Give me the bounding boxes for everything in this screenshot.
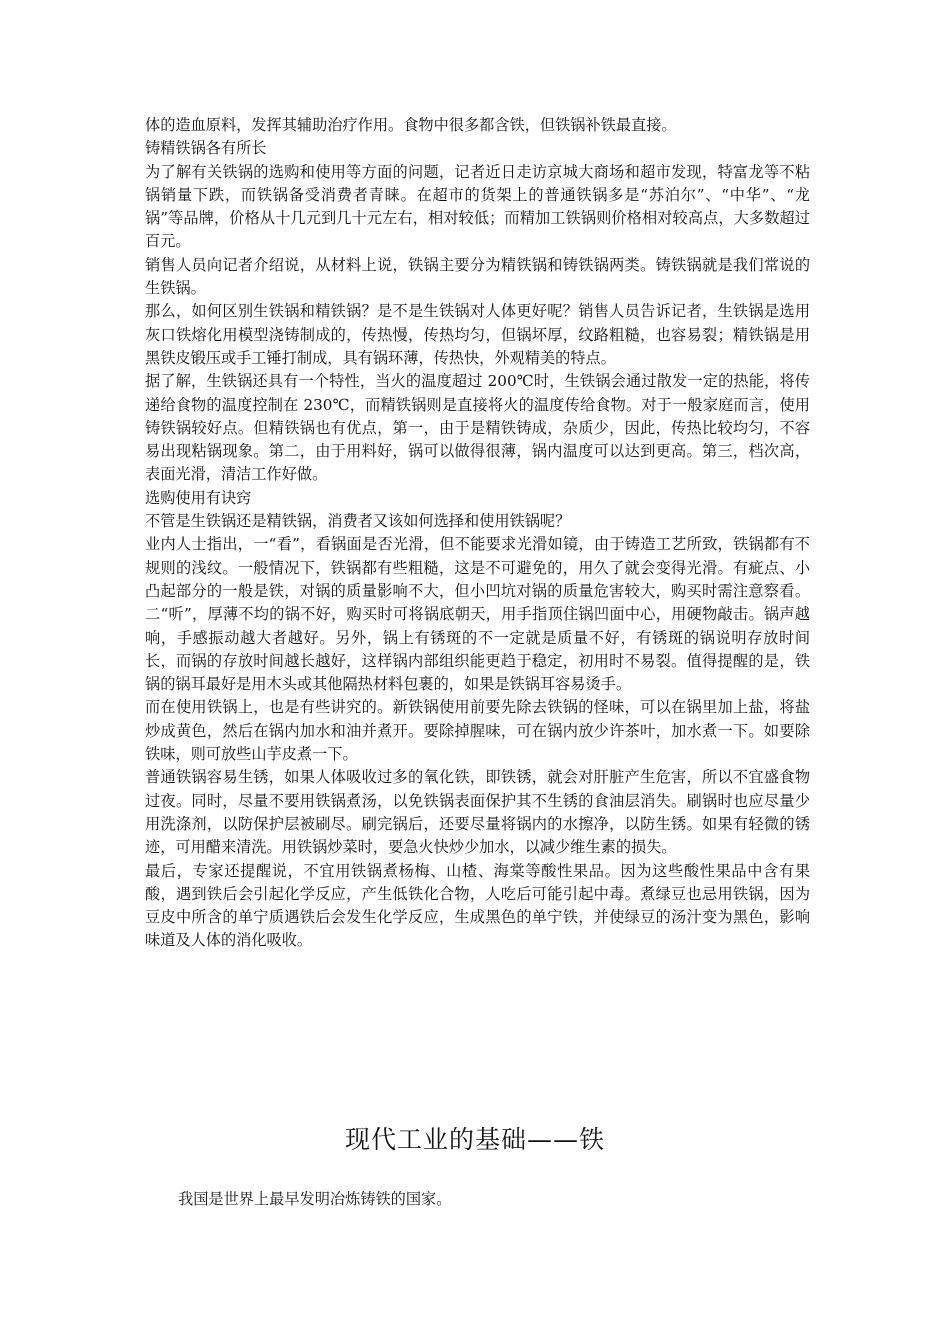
article-body bbox=[145, 114, 810, 953]
paragraph-usage: 而在使用铁锅上，也是有些讲究的。新铁锅使用前要先除去铁锅的怪味，可以在锅里加上盐，将盐炒成黄色，然后在锅内加水和油并煮开。要除掉腥味，可在锅内放少许茶叶，加水煮一下。如要除铁味，则可放些山芋皮煮一下。 bbox=[145, 698, 810, 764]
paragraph-intro: 体的造血原料，发挥其辅助治疗作用。食物中很多都含铁，但铁锅补铁最直接。 bbox=[145, 116, 677, 134]
subheading-cast-vs-refined: 铸精铁锅各有所长 bbox=[145, 139, 267, 158]
subheading-buying-tips: 选购使用有诀窍 bbox=[145, 488, 252, 507]
section-lead-paragraph: 我国是世界上最早发明冶炼铸铁的国家。 bbox=[178, 1190, 452, 1208]
paragraph-look-listen: 业内人士指出，一“看”，看锅面是否光滑，但不能要求光滑如镜，由于铸造工艺所致，铁锅都有不规则的浅纹。一般情况下，铁锅都有些粗糙，这是不可避免的，用久了就会变得光滑。有疵点、小凸起部分的一般是铁，对锅的质量影响不大，但小凹坑对锅的质量危害较大，购买时需注意察看。二“听”，厚薄不均的锅不好，购买时可将锅底朝天，用手指顶住锅凹面中心，用硬物敲击。锅声越响，手感振动越大者越好。另外，锅上有锈斑的不一定就是质量不好，有锈斑的锅说明存放时间长，而锅的存放时间越长越好，这样锅内部组织能更趋于稳定，初用时不易裂。值得提醒的是，铁锅的锅耳最好是用木头或其他隔热材料包裹的，如果是铁锅耳容易烫手。 bbox=[145, 535, 810, 694]
paragraph-properties: 据了解，生铁锅还具有一个特性，当火的温度超过 200℃时，生铁锅会通过散发一定的热能，将传递给食物的温度控制在 230℃，而精铁锅则是直接将火的温度传给食物。对于一般家庭而言，使用铸铁锅较好点。但精铁锅也有优点，第一，由于是精铁铸成，杂质少，因此，传热比较均匀，不容易出现粘锅现象。第二，由于用料好，锅可以做得很薄，锅内温度可以达到更高。第三，档次高，表面光滑，清洁工作好做。 bbox=[145, 372, 810, 484]
paragraph-market: 为了解有关铁锅的选购和使用等方面的问题，记者近日走访京城大商场和超市发现，特富龙等不粘锅销量下跌，而铁锅备受消费者青睐。在超市的货架上的普通铁锅多是“苏泊尔”、“中华”、“龙锅”等品牌，价格从十几元到几十元左右，相对较低；而精加工铁锅则价格相对较高点，大多数超过百元。 bbox=[145, 162, 810, 251]
paragraph-question: 不管是生铁锅还是精铁锅，消费者又该如何选择和使用铁锅呢？ bbox=[145, 512, 571, 531]
paragraph-differences: 那么，如何区别生铁锅和精铁锅？是不是生铁锅对人体更好呢？销售人员告诉记者，生铁锅是选用灰口铁熔化用模型浇铸制成的，传热慢，传热均匀，但锅坏厚，纹路粗糙，也容易裂；精铁锅是用黑铁皮锻压或手工锤打制成，具有锅环薄，传热快，外观精美的特点。 bbox=[145, 302, 810, 367]
section-title: 现代工业的基础——铁 bbox=[344, 1125, 605, 1154]
paragraph-acidic-foods: 最后，专家还提醒说，不宜用铁锅煮杨梅、山楂、海棠等酸性果品。因为这些酸性果品中含有果酸，遇到铁后会引起化学反应，产生低铁化合物，人吃后可能引起中毒。煮绿豆也忌用铁锅，因为豆皮中所含的单宁质遇铁后会发生化学反应，生成黑色的单宁铁，并使绿豆的汤汁变为黑色，影响味道及人体的消化吸收。 bbox=[145, 861, 810, 950]
paragraph-materials: 销售人员向记者介绍说，从材料上说，铁锅主要分为精铁锅和铸铁锅两类。铸铁锅就是我们常说的生铁锅。 bbox=[145, 255, 810, 298]
paragraph-rust: 普通铁锅容易生锈，如果人体吸收过多的氧化铁，即铁锈，就会对肝脏产生危害，所以不宜盛食物过夜。同时，尽量不要用铁锅煮汤，以免铁锅表面保护其不生锈的食油层消失。刷锅时也应尽量少用洗涤剂，以防保护层被刷尽。刷完锅后，还要尽量将锅内的水擦净，以防生锈。如果有轻微的锈迹，可用醋来清洗。用铁锅炒菜时，要急火快炒少加水，以减少维生素的损失。 bbox=[145, 768, 810, 857]
